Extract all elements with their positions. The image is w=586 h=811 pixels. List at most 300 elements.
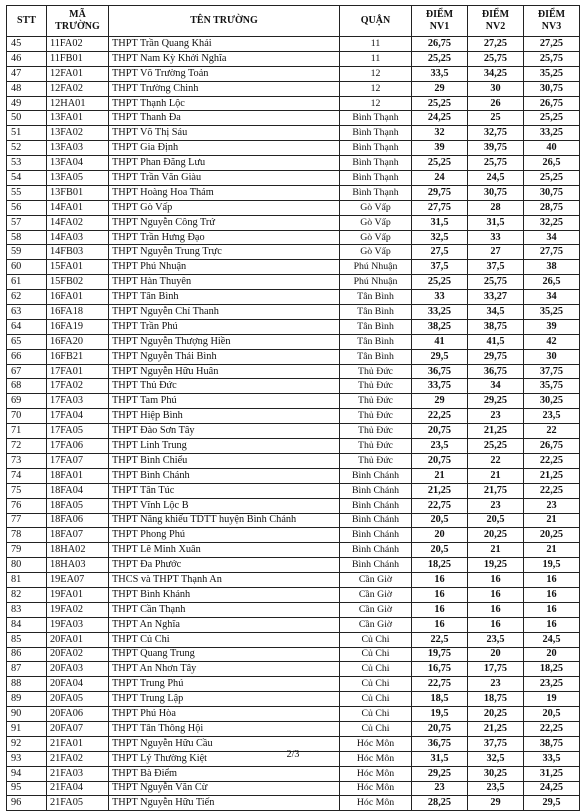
cell-score-nv2: 23,5 bbox=[468, 781, 524, 796]
cell-score-nv2: 32,75 bbox=[468, 126, 524, 141]
cell-score-nv3: 31,25 bbox=[524, 766, 580, 781]
cell-school-code: 21FA05 bbox=[47, 796, 109, 811]
cell-school-code: 18FA01 bbox=[47, 468, 109, 483]
cell-district: Thủ Đức bbox=[340, 424, 412, 439]
cell-score-nv3: 19 bbox=[524, 692, 580, 707]
cell-school-code: 18FA07 bbox=[47, 528, 109, 543]
cell-school-name: THPT Võ Thị Sáu bbox=[109, 126, 340, 141]
cell-score-nv1: 22,25 bbox=[412, 409, 468, 424]
cell-school-code: 16FA18 bbox=[47, 305, 109, 320]
header-score-nv2 bbox=[468, 6, 524, 37]
cell-school-name: THPT Đa Phước bbox=[109, 558, 340, 573]
cell-school-name: THPT Quang Trung bbox=[109, 647, 340, 662]
cell-score-nv3: 20,5 bbox=[524, 707, 580, 722]
cell-school-name: THPT Gia Định bbox=[109, 141, 340, 156]
cell-school-code: 20FA04 bbox=[47, 677, 109, 692]
cell-stt: 67 bbox=[7, 364, 47, 379]
cell-score-nv1: 20,75 bbox=[412, 424, 468, 439]
cell-score-nv1: 23 bbox=[412, 781, 468, 796]
cell-school-name: THPT Phong Phú bbox=[109, 528, 340, 543]
cell-stt: 90 bbox=[7, 707, 47, 722]
table-row bbox=[7, 766, 580, 781]
cell-score-nv2: 22 bbox=[468, 453, 524, 468]
cell-score-nv2: 24,5 bbox=[468, 171, 524, 186]
header-district: QUẬN bbox=[340, 6, 412, 37]
cell-stt: 75 bbox=[7, 483, 47, 498]
cell-school-code: 20FA01 bbox=[47, 632, 109, 647]
cell-score-nv2: 25,75 bbox=[468, 275, 524, 290]
header-school-code-line2: TRƯỜNG bbox=[55, 21, 100, 32]
cell-score-nv2: 25 bbox=[468, 111, 524, 126]
table-header-row bbox=[7, 6, 580, 37]
cell-school-name: THPT Thạnh Lộc bbox=[109, 96, 340, 111]
cell-stt: 76 bbox=[7, 498, 47, 513]
cell-stt: 83 bbox=[7, 602, 47, 617]
cell-school-name: THPT Nguyễn Thái Bình bbox=[109, 349, 340, 364]
cell-school-name: THPT Hoàng Hoa Thám bbox=[109, 185, 340, 200]
cell-school-code: 17FA03 bbox=[47, 394, 109, 409]
cell-district: Hóc Môn bbox=[340, 736, 412, 751]
table-row bbox=[7, 707, 580, 722]
cell-score-nv1: 33,75 bbox=[412, 379, 468, 394]
cell-score-nv3: 20,25 bbox=[524, 528, 580, 543]
cell-district: Bình Chánh bbox=[340, 513, 412, 528]
cell-score-nv1: 25,25 bbox=[412, 156, 468, 171]
cell-score-nv1: 20 bbox=[412, 528, 468, 543]
cell-score-nv2: 20 bbox=[468, 647, 524, 662]
cell-score-nv3: 39 bbox=[524, 319, 580, 334]
cell-score-nv3: 35,25 bbox=[524, 305, 580, 320]
cell-district: Gò Vấp bbox=[340, 215, 412, 230]
cell-score-nv2: 41,5 bbox=[468, 334, 524, 349]
table-row bbox=[7, 632, 580, 647]
cell-stt: 64 bbox=[7, 319, 47, 334]
cell-school-code: 11FB01 bbox=[47, 51, 109, 66]
cell-score-nv2: 31,5 bbox=[468, 215, 524, 230]
cell-stt: 93 bbox=[7, 751, 47, 766]
cell-school-name: THPT Trần Hưng Đạo bbox=[109, 230, 340, 245]
cell-school-name: THPT An Nhơn Tây bbox=[109, 662, 340, 677]
cell-district: Củ Chi bbox=[340, 662, 412, 677]
cell-school-code: 18FA04 bbox=[47, 483, 109, 498]
admission-score-table bbox=[6, 5, 580, 811]
cell-score-nv2: 19,25 bbox=[468, 558, 524, 573]
cell-score-nv2: 29,25 bbox=[468, 394, 524, 409]
cell-school-code: 12FA02 bbox=[47, 81, 109, 96]
cell-school-name: THPT Nguyễn Hữu Tiến bbox=[109, 796, 340, 811]
cell-school-code: 13FA05 bbox=[47, 171, 109, 186]
cell-school-code: 20FA03 bbox=[47, 662, 109, 677]
table-row bbox=[7, 200, 580, 215]
cell-stt: 85 bbox=[7, 632, 47, 647]
cell-score-nv1: 21 bbox=[412, 468, 468, 483]
cell-school-name: THPT Bà Điểm bbox=[109, 766, 340, 781]
cell-school-name: THPT Trần Phú bbox=[109, 319, 340, 334]
cell-stt: 77 bbox=[7, 513, 47, 528]
cell-stt: 92 bbox=[7, 736, 47, 751]
cell-stt: 74 bbox=[7, 468, 47, 483]
cell-stt: 87 bbox=[7, 662, 47, 677]
cell-score-nv1: 29,25 bbox=[412, 766, 468, 781]
cell-score-nv3: 30,75 bbox=[524, 81, 580, 96]
cell-score-nv3: 30,75 bbox=[524, 185, 580, 200]
header-nv1-line2: NV1 bbox=[429, 21, 450, 32]
cell-school-name: THPT Nguyễn Chí Thanh bbox=[109, 305, 340, 320]
table-body bbox=[7, 37, 580, 811]
cell-stt: 79 bbox=[7, 543, 47, 558]
cell-school-name: THPT Trần Văn Giàu bbox=[109, 171, 340, 186]
cell-district: Cần Giờ bbox=[340, 617, 412, 632]
cell-score-nv1: 28,25 bbox=[412, 796, 468, 811]
cell-score-nv1: 16 bbox=[412, 587, 468, 602]
header-score-nv1 bbox=[412, 6, 468, 37]
table-row bbox=[7, 409, 580, 424]
cell-district: Bình Chánh bbox=[340, 498, 412, 513]
cell-score-nv3: 24,5 bbox=[524, 632, 580, 647]
cell-school-name: THPT Hiệp Bình bbox=[109, 409, 340, 424]
cell-score-nv3: 23,5 bbox=[524, 409, 580, 424]
cell-district: Hóc Môn bbox=[340, 751, 412, 766]
cell-school-name: THPT Cần Thạnh bbox=[109, 602, 340, 617]
cell-score-nv2: 32,5 bbox=[468, 751, 524, 766]
cell-school-name: THPT Trường Chinh bbox=[109, 81, 340, 96]
cell-score-nv3: 38,75 bbox=[524, 736, 580, 751]
cell-school-code: 17FA05 bbox=[47, 424, 109, 439]
admission-score-sheet bbox=[6, 5, 579, 811]
header-nv1-line1: ĐIỂM bbox=[425, 9, 454, 20]
cell-score-nv2: 21 bbox=[468, 543, 524, 558]
cell-school-name: THPT Vĩnh Lộc B bbox=[109, 498, 340, 513]
cell-stt: 58 bbox=[7, 230, 47, 245]
cell-school-code: 16FA01 bbox=[47, 290, 109, 305]
cell-school-code: 17FA07 bbox=[47, 453, 109, 468]
table-row bbox=[7, 305, 580, 320]
table-row bbox=[7, 37, 580, 52]
cell-score-nv1: 18,25 bbox=[412, 558, 468, 573]
cell-score-nv2: 30 bbox=[468, 81, 524, 96]
cell-school-code: 14FA02 bbox=[47, 215, 109, 230]
cell-stt: 80 bbox=[7, 558, 47, 573]
cell-school-code: 17FA04 bbox=[47, 409, 109, 424]
cell-score-nv1: 24 bbox=[412, 171, 468, 186]
cell-school-name: THPT Củ Chi bbox=[109, 632, 340, 647]
cell-school-code: 14FA03 bbox=[47, 230, 109, 245]
cell-score-nv3: 16 bbox=[524, 602, 580, 617]
cell-score-nv1: 20,75 bbox=[412, 721, 468, 736]
cell-school-name: THCS và THPT Thạnh An bbox=[109, 573, 340, 588]
cell-score-nv2: 20,25 bbox=[468, 707, 524, 722]
cell-district: 11 bbox=[340, 51, 412, 66]
cell-score-nv1: 29,5 bbox=[412, 349, 468, 364]
cell-district: Thủ Đức bbox=[340, 379, 412, 394]
cell-score-nv2: 29 bbox=[468, 796, 524, 811]
cell-score-nv3: 18,25 bbox=[524, 662, 580, 677]
cell-score-nv1: 18,5 bbox=[412, 692, 468, 707]
table-row bbox=[7, 453, 580, 468]
cell-stt: 73 bbox=[7, 453, 47, 468]
cell-district: 12 bbox=[340, 96, 412, 111]
table-row bbox=[7, 528, 580, 543]
cell-score-nv1: 20,5 bbox=[412, 543, 468, 558]
cell-score-nv3: 16 bbox=[524, 587, 580, 602]
cell-school-name: THPT Phan Đăng Lưu bbox=[109, 156, 340, 171]
cell-school-name: THPT Bình Khánh bbox=[109, 587, 340, 602]
table-row bbox=[7, 573, 580, 588]
table-row bbox=[7, 364, 580, 379]
cell-district: Bình Chánh bbox=[340, 543, 412, 558]
cell-score-nv1: 20,5 bbox=[412, 513, 468, 528]
cell-district: Thủ Đức bbox=[340, 394, 412, 409]
cell-score-nv2: 38,75 bbox=[468, 319, 524, 334]
cell-score-nv3: 21 bbox=[524, 513, 580, 528]
cell-score-nv1: 25,25 bbox=[412, 96, 468, 111]
cell-score-nv3: 29,5 bbox=[524, 796, 580, 811]
cell-district: Bình Chánh bbox=[340, 558, 412, 573]
cell-school-name: THPT Bình Chiểu bbox=[109, 453, 340, 468]
table-row bbox=[7, 558, 580, 573]
cell-district: Gò Vấp bbox=[340, 200, 412, 215]
cell-score-nv2: 16 bbox=[468, 573, 524, 588]
header-stt: STT bbox=[7, 6, 47, 37]
cell-score-nv1: 32 bbox=[412, 126, 468, 141]
page-number: 2/3 bbox=[286, 749, 300, 760]
cell-score-nv2: 36,75 bbox=[468, 364, 524, 379]
table-row bbox=[7, 647, 580, 662]
header-school-code bbox=[47, 6, 109, 37]
cell-school-code: 19FA02 bbox=[47, 602, 109, 617]
cell-school-code: 17FA06 bbox=[47, 439, 109, 454]
cell-score-nv3: 21,25 bbox=[524, 468, 580, 483]
cell-score-nv1: 22,5 bbox=[412, 632, 468, 647]
cell-score-nv3: 27,75 bbox=[524, 245, 580, 260]
cell-district: Bình Thạnh bbox=[340, 126, 412, 141]
cell-school-name: THPT Bình Chánh bbox=[109, 468, 340, 483]
cell-score-nv1: 36,75 bbox=[412, 736, 468, 751]
cell-stt: 82 bbox=[7, 587, 47, 602]
cell-school-code: 13FB01 bbox=[47, 185, 109, 200]
table-row bbox=[7, 156, 580, 171]
cell-school-name: THPT Nguyễn Trung Trực bbox=[109, 245, 340, 260]
cell-score-nv2: 27 bbox=[468, 245, 524, 260]
cell-score-nv1: 16 bbox=[412, 602, 468, 617]
cell-school-code: 20FA07 bbox=[47, 721, 109, 736]
table-row bbox=[7, 468, 580, 483]
cell-score-nv2: 37,75 bbox=[468, 736, 524, 751]
cell-score-nv1: 29 bbox=[412, 394, 468, 409]
table-row bbox=[7, 587, 580, 602]
cell-score-nv1: 37,5 bbox=[412, 260, 468, 275]
cell-school-code: 20FA06 bbox=[47, 707, 109, 722]
cell-school-name: THPT Lý Thường Kiệt bbox=[109, 751, 340, 766]
cell-score-nv1: 23,5 bbox=[412, 439, 468, 454]
table-row bbox=[7, 215, 580, 230]
cell-score-nv1: 20,75 bbox=[412, 453, 468, 468]
cell-school-name: THPT Nam Kỳ Khởi Nghĩa bbox=[109, 51, 340, 66]
cell-score-nv3: 32,25 bbox=[524, 215, 580, 230]
cell-stt: 50 bbox=[7, 111, 47, 126]
cell-school-code: 21FA03 bbox=[47, 766, 109, 781]
cell-district: 12 bbox=[340, 81, 412, 96]
header-nv2-line1: ĐIỂM bbox=[481, 9, 510, 20]
cell-school-name: THPT Nguyễn Công Trứ bbox=[109, 215, 340, 230]
cell-score-nv3: 27,25 bbox=[524, 37, 580, 52]
cell-district: Củ Chi bbox=[340, 632, 412, 647]
header-nv3-line1: ĐIỂM bbox=[537, 9, 566, 20]
cell-school-code: 16FB21 bbox=[47, 349, 109, 364]
cell-school-name: THPT Tân Túc bbox=[109, 483, 340, 498]
cell-score-nv1: 29,75 bbox=[412, 185, 468, 200]
table-row bbox=[7, 424, 580, 439]
cell-stt: 56 bbox=[7, 200, 47, 215]
cell-score-nv3: 23,25 bbox=[524, 677, 580, 692]
cell-stt: 71 bbox=[7, 424, 47, 439]
cell-stt: 78 bbox=[7, 528, 47, 543]
cell-stt: 88 bbox=[7, 677, 47, 692]
cell-stt: 46 bbox=[7, 51, 47, 66]
cell-stt: 52 bbox=[7, 141, 47, 156]
cell-stt: 65 bbox=[7, 334, 47, 349]
cell-score-nv3: 16 bbox=[524, 617, 580, 632]
header-score-nv3 bbox=[524, 6, 580, 37]
cell-school-name: THPT Gò Vấp bbox=[109, 200, 340, 215]
cell-score-nv3: 22 bbox=[524, 424, 580, 439]
cell-stt: 68 bbox=[7, 379, 47, 394]
table-row bbox=[7, 96, 580, 111]
table-row bbox=[7, 543, 580, 558]
cell-score-nv2: 18,75 bbox=[468, 692, 524, 707]
cell-school-name: THPT Năng khiếu TDTT huyện Bình Chánh bbox=[109, 513, 340, 528]
cell-stt: 62 bbox=[7, 290, 47, 305]
cell-score-nv2: 34,25 bbox=[468, 66, 524, 81]
table-row bbox=[7, 483, 580, 498]
cell-district: Bình Thạnh bbox=[340, 185, 412, 200]
cell-score-nv3: 28,75 bbox=[524, 200, 580, 215]
cell-stt: 47 bbox=[7, 66, 47, 81]
cell-score-nv3: 25,25 bbox=[524, 111, 580, 126]
cell-score-nv3: 22,25 bbox=[524, 483, 580, 498]
table-row bbox=[7, 349, 580, 364]
cell-stt: 66 bbox=[7, 349, 47, 364]
cell-school-code: 17FA01 bbox=[47, 364, 109, 379]
cell-district: Bình Chánh bbox=[340, 528, 412, 543]
cell-school-code: 12FA01 bbox=[47, 66, 109, 81]
cell-stt: 53 bbox=[7, 156, 47, 171]
cell-school-name: THPT Trung Lập bbox=[109, 692, 340, 707]
cell-score-nv1: 31,5 bbox=[412, 751, 468, 766]
cell-district: Bình Thạnh bbox=[340, 111, 412, 126]
cell-district: Hóc Môn bbox=[340, 781, 412, 796]
cell-score-nv1: 21,25 bbox=[412, 483, 468, 498]
cell-district: Phú Nhuận bbox=[340, 260, 412, 275]
cell-district: Tân Bình bbox=[340, 319, 412, 334]
cell-school-code: 16FA19 bbox=[47, 319, 109, 334]
table-row bbox=[7, 498, 580, 513]
cell-district: Bình Thạnh bbox=[340, 156, 412, 171]
table-row bbox=[7, 171, 580, 186]
cell-district: Thủ Đức bbox=[340, 453, 412, 468]
cell-score-nv2: 23 bbox=[468, 677, 524, 692]
table-row bbox=[7, 602, 580, 617]
cell-stt: 51 bbox=[7, 126, 47, 141]
cell-school-code: 18FA05 bbox=[47, 498, 109, 513]
cell-score-nv1: 36,75 bbox=[412, 364, 468, 379]
cell-score-nv1: 38,25 bbox=[412, 319, 468, 334]
cell-score-nv1: 16 bbox=[412, 617, 468, 632]
cell-score-nv1: 27,75 bbox=[412, 200, 468, 215]
cell-score-nv1: 22,75 bbox=[412, 677, 468, 692]
table-row bbox=[7, 677, 580, 692]
cell-score-nv1: 16,75 bbox=[412, 662, 468, 677]
cell-score-nv3: 22,25 bbox=[524, 721, 580, 736]
cell-score-nv1: 22,75 bbox=[412, 498, 468, 513]
cell-score-nv2: 39,75 bbox=[468, 141, 524, 156]
table-row bbox=[7, 111, 580, 126]
cell-score-nv3: 38 bbox=[524, 260, 580, 275]
cell-stt: 84 bbox=[7, 617, 47, 632]
table-row bbox=[7, 721, 580, 736]
table-row bbox=[7, 662, 580, 677]
cell-school-code: 14FA01 bbox=[47, 200, 109, 215]
cell-district: Hóc Môn bbox=[340, 766, 412, 781]
cell-district: Tân Bình bbox=[340, 290, 412, 305]
cell-stt: 55 bbox=[7, 185, 47, 200]
cell-score-nv3: 24,25 bbox=[524, 781, 580, 796]
cell-score-nv3: 37,75 bbox=[524, 364, 580, 379]
cell-score-nv1: 31,5 bbox=[412, 215, 468, 230]
table-row bbox=[7, 781, 580, 796]
cell-score-nv1: 19,5 bbox=[412, 707, 468, 722]
cell-district: Bình Thạnh bbox=[340, 141, 412, 156]
table-row bbox=[7, 81, 580, 96]
header-school-name: TÊN TRƯỜNG bbox=[109, 6, 340, 37]
cell-district: Cần Giờ bbox=[340, 587, 412, 602]
table-row bbox=[7, 126, 580, 141]
cell-stt: 81 bbox=[7, 573, 47, 588]
cell-stt: 61 bbox=[7, 275, 47, 290]
cell-district: Tân Bình bbox=[340, 305, 412, 320]
cell-score-nv1: 32,5 bbox=[412, 230, 468, 245]
cell-stt: 59 bbox=[7, 245, 47, 260]
cell-score-nv2: 33,27 bbox=[468, 290, 524, 305]
cell-score-nv3: 35,75 bbox=[524, 379, 580, 394]
cell-score-nv2: 33 bbox=[468, 230, 524, 245]
cell-district: Củ Chi bbox=[340, 677, 412, 692]
cell-district: Thủ Đức bbox=[340, 364, 412, 379]
cell-stt: 57 bbox=[7, 215, 47, 230]
cell-score-nv2: 20,25 bbox=[468, 528, 524, 543]
cell-district: Gò Vấp bbox=[340, 245, 412, 260]
cell-score-nv2: 21,25 bbox=[468, 424, 524, 439]
cell-stt: 60 bbox=[7, 260, 47, 275]
cell-school-name: THPT Đào Sơn Tây bbox=[109, 424, 340, 439]
cell-stt: 45 bbox=[7, 37, 47, 52]
cell-score-nv3: 26,5 bbox=[524, 156, 580, 171]
cell-score-nv2: 37,5 bbox=[468, 260, 524, 275]
cell-score-nv1: 27,5 bbox=[412, 245, 468, 260]
cell-district: Phú Nhuận bbox=[340, 275, 412, 290]
cell-score-nv1: 16 bbox=[412, 573, 468, 588]
header-nv3-line2: NV3 bbox=[541, 21, 562, 32]
cell-school-name: THPT Nguyễn Văn Cừ bbox=[109, 781, 340, 796]
cell-stt: 91 bbox=[7, 721, 47, 736]
cell-stt: 94 bbox=[7, 766, 47, 781]
cell-score-nv3: 22,25 bbox=[524, 453, 580, 468]
cell-score-nv2: 17,75 bbox=[468, 662, 524, 677]
cell-score-nv2: 25,75 bbox=[468, 51, 524, 66]
table-row bbox=[7, 439, 580, 454]
cell-score-nv3: 25,75 bbox=[524, 51, 580, 66]
cell-school-code: 17FA02 bbox=[47, 379, 109, 394]
